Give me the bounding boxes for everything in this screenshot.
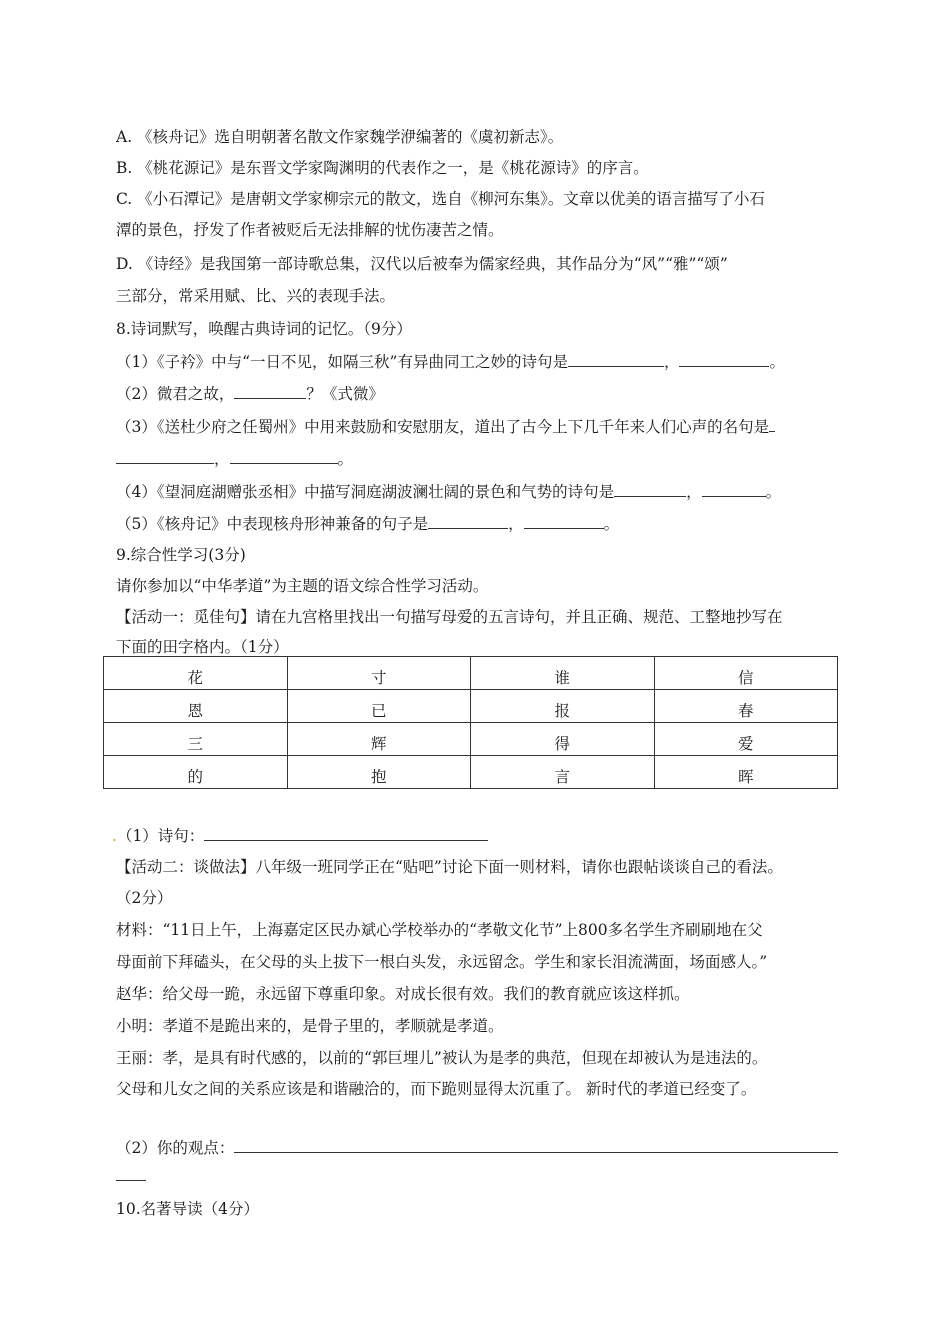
option-b: B. 《桃花源记》是东晋文学家陶渊明的代表作之一，是《桃花源诗》的序言。	[116, 159, 649, 177]
activity1-line2: 下面的田字格内。（1分）	[116, 638, 289, 656]
q8-item4-blank1[interactable]	[614, 481, 686, 497]
q10-title: 10.名著导读（4分）	[116, 1200, 260, 1218]
character-grid	[103, 656, 838, 789]
grid-cell: 辉	[287, 723, 471, 756]
material-line2: 母面前下拜磕头，在父母的头上拔下一根白头发，永远留念。学生和家长泪流满面，场面感人。”	[116, 953, 768, 971]
grid-cell: 得	[471, 723, 655, 756]
grid-cell: 抱	[287, 756, 471, 789]
q9-intro: 请你参加以“中华孝道”为主题的语文综合性学习活动。	[116, 577, 489, 595]
grid-cell: 谁	[471, 657, 655, 690]
grid-row	[104, 723, 838, 756]
q8-item3-cont	[116, 448, 353, 469]
poem-label: （1）诗句：	[116, 827, 205, 845]
grid-cell: 花	[104, 657, 288, 690]
wangli-comment-line1: 王丽：孝，是具有时代感的，以前的“郭巨埋儿”被认为是孝的典范，但现在却被认为是违法的。	[116, 1049, 768, 1067]
view-answer-blank-cont[interactable]	[116, 1179, 146, 1181]
grid-cell: 爱	[654, 723, 838, 756]
comma: ，	[663, 353, 680, 371]
period: 。	[603, 515, 620, 533]
grid-row	[104, 756, 838, 789]
q8-item2	[116, 383, 384, 404]
material-line1: 材料：“11日上午，上海嘉定区民办斌心学校举办的“孝敬文化节”上800多名学生齐刷刷地在父	[116, 921, 763, 939]
view-answer-cont	[116, 1166, 146, 1186]
grid-row	[104, 690, 838, 723]
q8-item2-source: ？《式微》	[306, 385, 384, 403]
option-d-line2: 三部分，常采用赋、比、兴的表现手法。	[116, 287, 396, 305]
grid-cell: 春	[654, 690, 838, 723]
q8-item5-blank1[interactable]	[428, 513, 508, 529]
option-d-line1: D. 《诗经》是我国第一部诗歌总集，汉代以后被奉为儒家经典，其作品分为“风”“雅”“颂”	[116, 255, 728, 273]
comma: ，	[686, 483, 702, 501]
grid-cell: 已	[287, 690, 471, 723]
zhaohua-comment: 赵华：给父母一跪，永远留下尊重印象。对成长很有效。我们的教育就应该这样抓。	[116, 985, 690, 1003]
view-answer-line	[116, 1137, 838, 1158]
grid-cell: 信	[654, 657, 838, 690]
q8-item1-text: （1）《子衿》中与“一日不见，如隔三秋”有异曲同工之妙的诗句是	[116, 353, 568, 371]
q8-item2-text: （2）微君之故，	[116, 385, 235, 403]
q8-item2-blank[interactable]	[234, 383, 306, 399]
grid-cell: 言	[471, 756, 655, 789]
q8-item5-blank2[interactable]	[524, 513, 604, 529]
q8-item4	[116, 481, 781, 502]
marker-dot-icon: .	[112, 827, 117, 845]
q8-item3-text: （3）《送杜少府之任蜀州》中用来鼓励和安慰朋友，道出了古今上下几千年来人们心声的名句是	[116, 418, 770, 436]
view-answer-blank[interactable]	[234, 1137, 838, 1153]
q8-item4-blank2[interactable]	[702, 481, 766, 497]
option-c-line1: C. 《小石潭记》是唐朝文学家柳宗元的散文，选自《柳河东集》。文章以优美的语言描写了小石	[116, 190, 765, 208]
q8-item3-blank1[interactable]	[116, 448, 214, 464]
wangli-comment-line2: 父母和儿女之间的关系应该是和谐融洽的，而下跪则显得太沉重了。 新时代的孝道已经变了。	[116, 1080, 757, 1098]
poem-answer-line	[112, 825, 488, 846]
q9-title: 9.综合性学习(3分)	[116, 546, 246, 564]
option-a: A. 《核舟记》选自明朝著名散文作家魏学洢编著的《虞初新志》。	[116, 128, 564, 146]
grid-row	[104, 657, 838, 690]
q8-item1-blank1[interactable]	[568, 351, 664, 367]
grid-cell: 报	[471, 690, 655, 723]
comma: ，	[508, 515, 524, 533]
period: 。	[337, 450, 354, 468]
q8-item3-blank-start[interactable]	[769, 416, 775, 432]
activity2-line2: （2分）	[116, 889, 173, 907]
q8-item3-blank2[interactable]	[230, 448, 338, 464]
activity1-line1: 【活动一：觅佳句】请在九宫格里找出一句描写母爱的五言诗句，并且正确、规范、工整地抄写在	[116, 608, 783, 626]
grid-cell: 寸	[287, 657, 471, 690]
activity2-line1: 【活动二：谈做法】八年级一班同学正在“贴吧”讨论下面一则材料，请你也跟帖谈谈自己的看法。	[116, 858, 783, 876]
option-c-line2: 潭的景色，抒发了作者被贬后无法排解的忧伤凄苦之情。	[116, 221, 504, 239]
poem-answer-blank[interactable]	[204, 825, 488, 841]
q8-title: 8.诗词默写，唤醒古典诗词的记忆。（9分）	[116, 320, 412, 338]
grid-cell: 晖	[654, 756, 838, 789]
q8-item5-text: （5）《核舟记》中表现核舟形神兼备的句子是	[116, 515, 429, 533]
q8-item1	[116, 351, 785, 372]
grid-cell: 恩	[104, 690, 288, 723]
period: 。	[765, 483, 782, 501]
q8-item4-text: （4）《望洞庭湖赠张丞相》中描写洞庭湖波澜壮阔的景色和气势的诗句是	[116, 483, 615, 501]
grid-cell: 的	[104, 756, 288, 789]
q8-item5	[116, 513, 619, 534]
xiaoming-comment: 小明：孝道不是跪出来的，是骨子里的，孝顺就是孝道。	[116, 1017, 504, 1035]
q8-item1-blank2[interactable]	[679, 351, 769, 367]
comma: ，	[214, 450, 230, 468]
view-label: （2）你的观点：	[116, 1139, 235, 1157]
grid-cell: 三	[104, 723, 288, 756]
q8-item3	[116, 416, 775, 437]
period: 。	[769, 353, 785, 371]
